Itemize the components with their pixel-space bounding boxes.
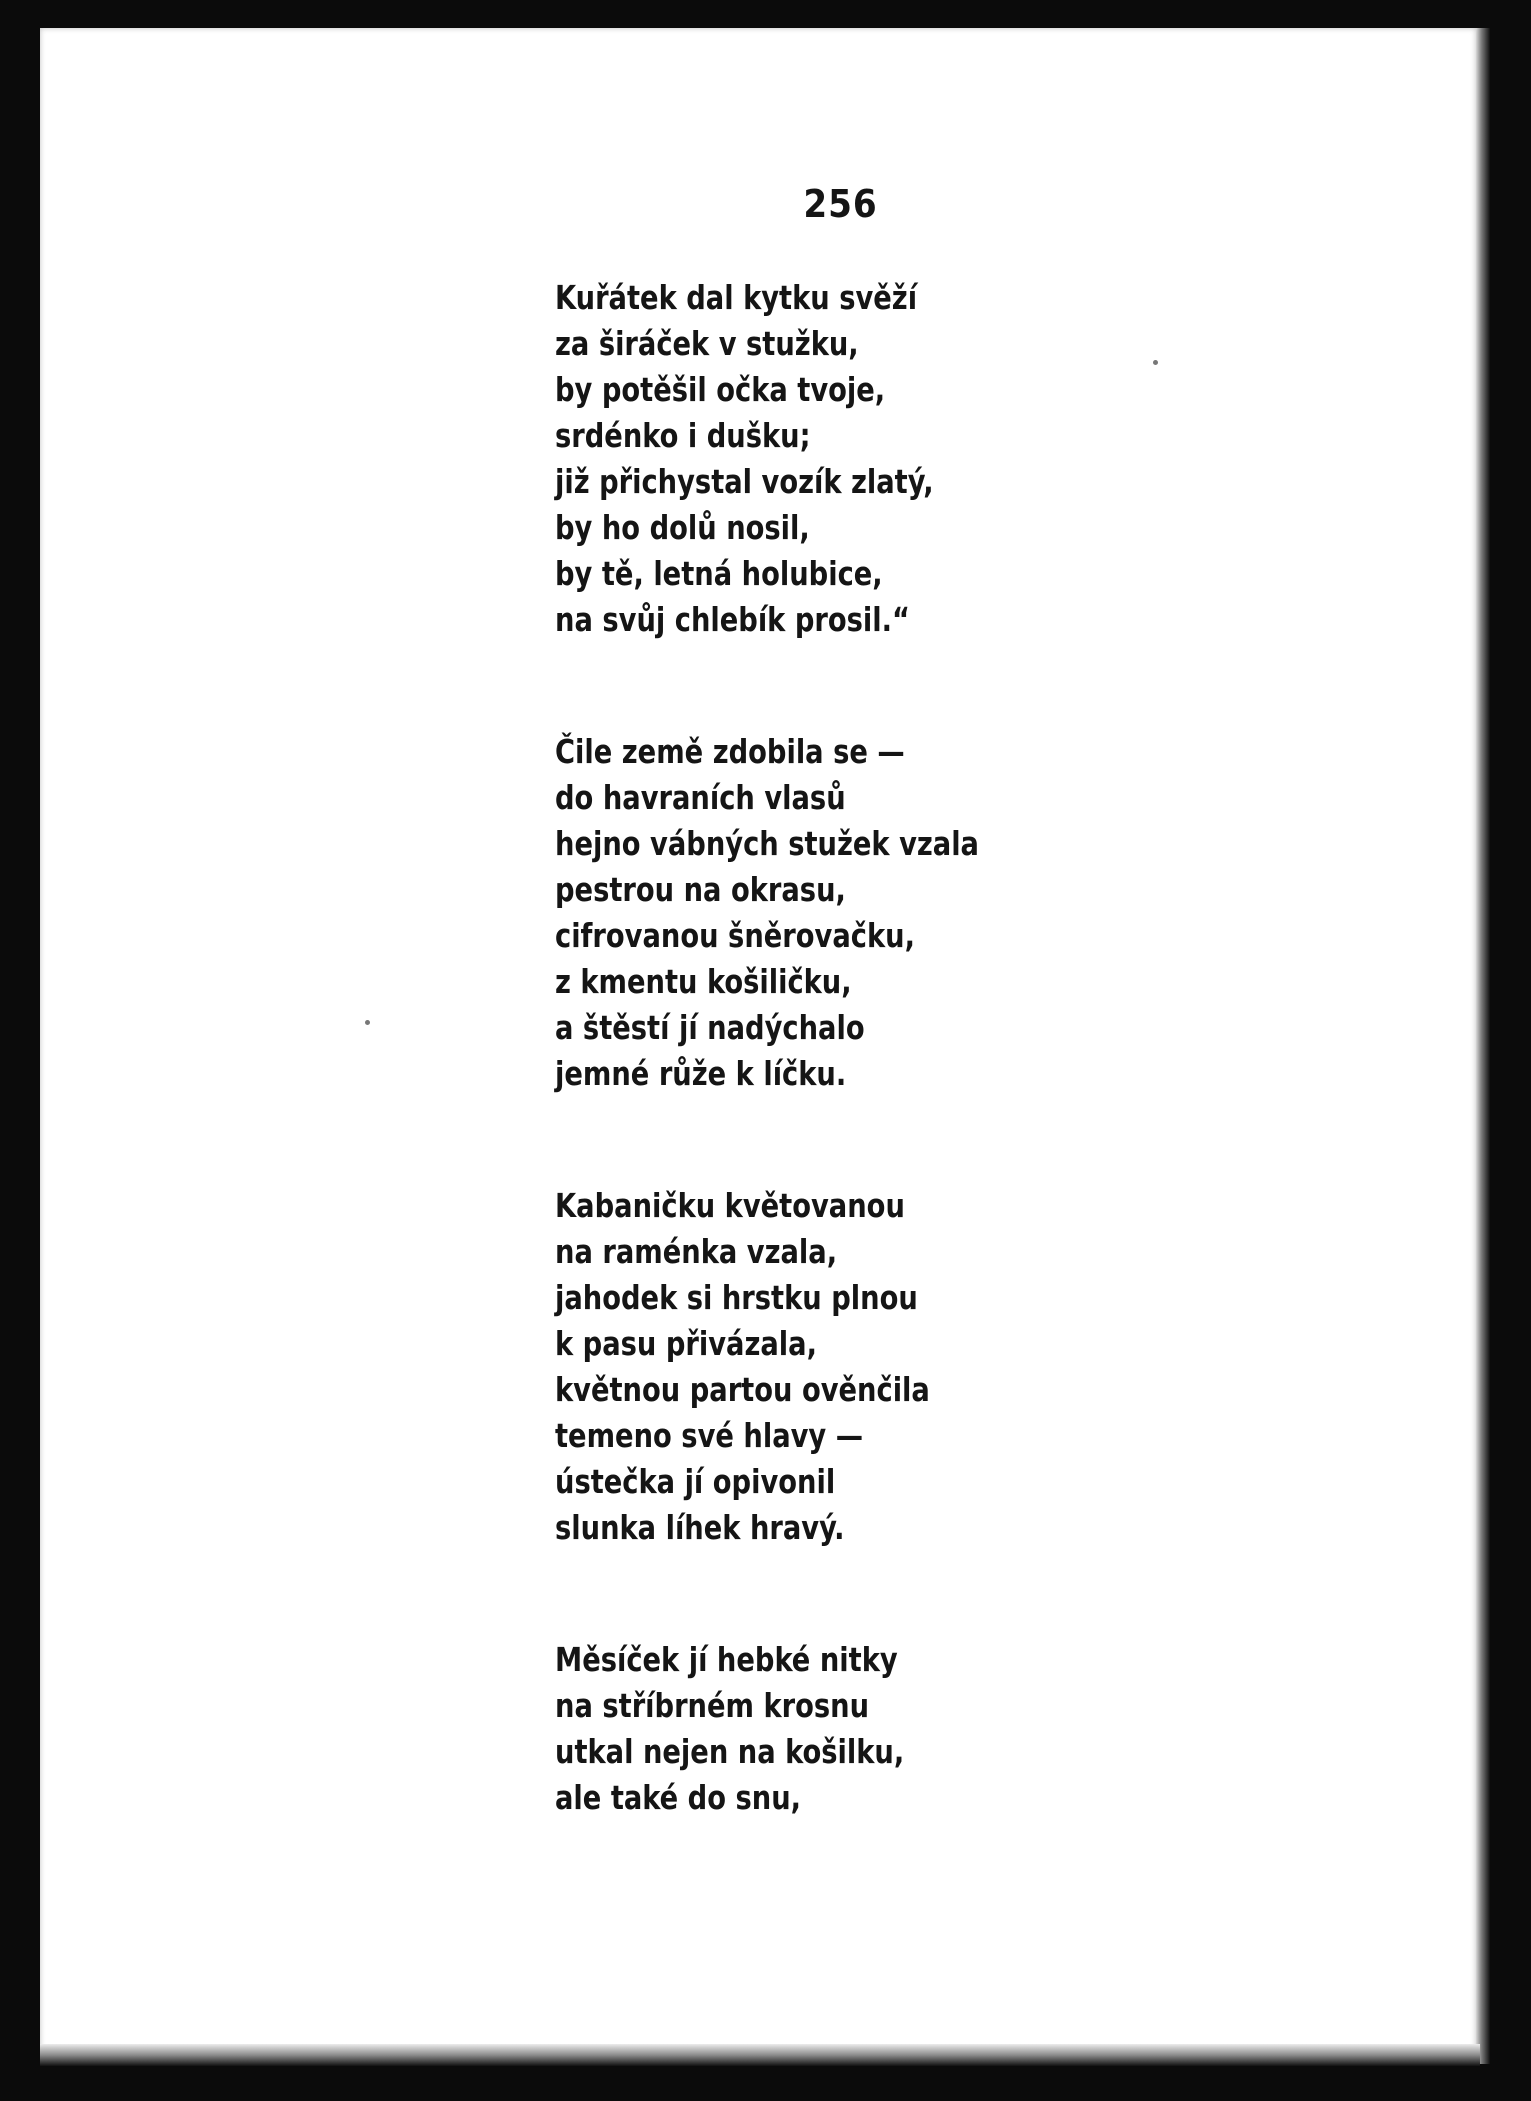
scan-speck bbox=[1153, 360, 1158, 365]
verse-line: hejno vábných stužek vzala bbox=[555, 824, 979, 863]
verse-line: na stříbrném krosnu bbox=[555, 1686, 870, 1725]
verse-line: na svůj chlebík prosil.“ bbox=[555, 600, 910, 639]
stanza-1 bbox=[555, 275, 1070, 643]
verse-line: Kuřátek dal kytku svěží bbox=[555, 278, 918, 317]
verse-line: a štěstí jí nadýchalo bbox=[555, 1008, 865, 1047]
verse-line: by ho dolů nosil, bbox=[555, 508, 810, 547]
verse-line: by tě, letná holubice, bbox=[555, 554, 883, 593]
verse-line: Kabaničku květovanou bbox=[555, 1186, 905, 1225]
page-bottom-edge bbox=[40, 2044, 1480, 2066]
verse-line: ale také do snu, bbox=[555, 1778, 802, 1817]
verse-line: z kmentu košiličku, bbox=[555, 962, 852, 1001]
verse-line: slunka líhek hravý. bbox=[555, 1508, 845, 1547]
verse-line: na raménka vzala, bbox=[555, 1232, 838, 1271]
verse-line: jahodek si hrstku plnou bbox=[555, 1278, 918, 1317]
verse-line: Čile země zdobila se — bbox=[555, 732, 905, 771]
verse-line: do havraních vlasů bbox=[555, 778, 846, 817]
verse-line: za širáček v stužku, bbox=[555, 324, 859, 363]
scan-speck bbox=[365, 1020, 370, 1025]
verse-line: temeno své hlavy — bbox=[555, 1416, 864, 1455]
verse-line: by potěšil očka tvoje, bbox=[555, 370, 886, 409]
poem bbox=[555, 275, 1070, 1907]
verse-line: srdénko i dušku; bbox=[555, 416, 811, 455]
verse-line: květnou partou ověnčila bbox=[555, 1370, 930, 1409]
stanza-3 bbox=[555, 1183, 1070, 1551]
verse-line: pestrou na okrasu, bbox=[555, 870, 846, 909]
page-number: 256 bbox=[803, 182, 878, 226]
verse-line: utkal nejen na košilku, bbox=[555, 1732, 905, 1771]
verse-line: cifrovanou šněrovačku, bbox=[555, 916, 915, 955]
page-right-edge bbox=[1476, 28, 1490, 2064]
verse-line: ústečka jí opivonil bbox=[555, 1462, 836, 1501]
verse-line: již přichystal vozík zlatý, bbox=[555, 462, 934, 501]
verse-line: k pasu přivázala, bbox=[555, 1324, 817, 1363]
stanza-2 bbox=[555, 729, 1070, 1097]
stanza-4 bbox=[555, 1637, 1070, 1821]
verse-line: Měsíček jí hebké nitky bbox=[555, 1640, 898, 1679]
verse-line: jemné růže k líčku. bbox=[555, 1054, 847, 1093]
